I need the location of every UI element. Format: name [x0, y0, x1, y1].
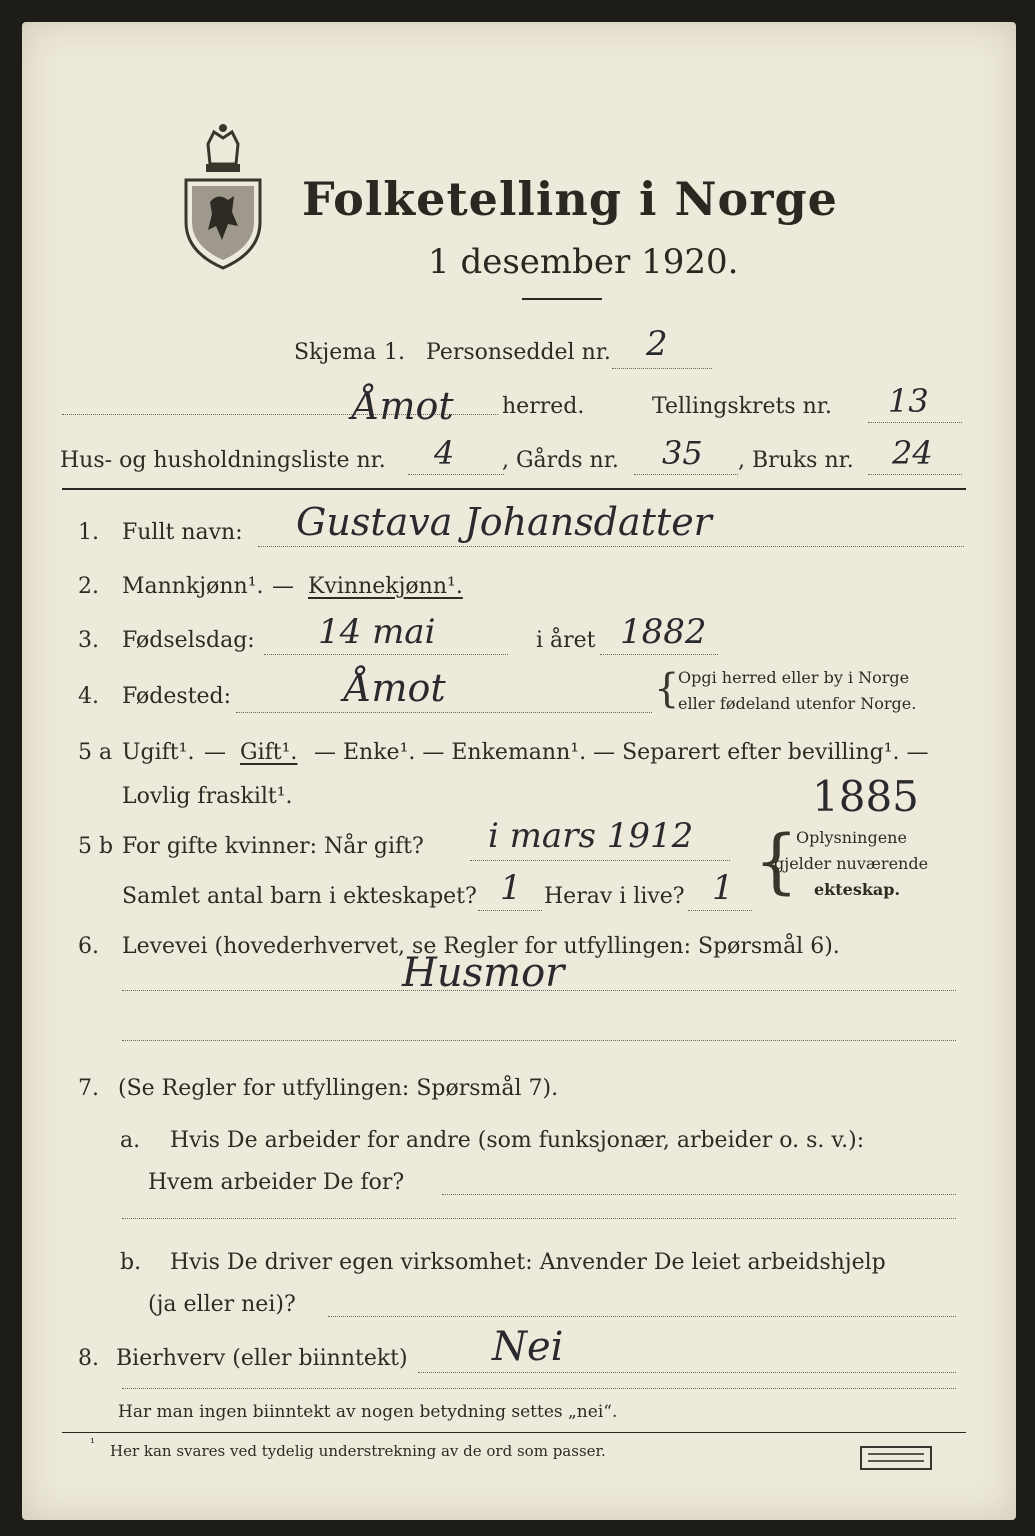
full-name-label: Fullt navn:: [122, 520, 243, 545]
q1-number: 1.: [78, 520, 99, 545]
title-divider: [522, 298, 602, 300]
q5a-number: 5 a: [78, 740, 113, 765]
q3-number: 3.: [78, 628, 99, 653]
marriage-note-3: ekteskap.: [814, 880, 901, 899]
birthplace-value: Åmot: [344, 666, 446, 710]
birthplace-note-1: Opgi herred eller by i Norge: [678, 668, 910, 687]
form-title: Folketelling i Norge: [302, 172, 838, 226]
children-alive-label: Herav i live?: [544, 884, 685, 909]
gender-dash: —: [272, 574, 294, 599]
birthplace-note-2: eller fødeland utenfor Norge.: [678, 694, 917, 713]
bruks-value: 24: [892, 434, 933, 472]
footer-rule: [62, 1432, 966, 1433]
q7b-number: b.: [120, 1250, 142, 1275]
gards-value: 35: [662, 434, 703, 472]
birth-year-label: i året: [536, 628, 596, 653]
gender-female-selected: Kvinnekjønn¹.: [308, 574, 463, 599]
herred-value: Åmot: [352, 384, 454, 428]
q7a-line1: Hvis De arbeider for andre (som funksjonær, arbeider o. s. v.):: [170, 1128, 865, 1153]
footnote-marker: ¹: [90, 1436, 95, 1450]
q4-number: 4.: [78, 684, 99, 709]
personseddel-value: 2: [646, 324, 668, 364]
married-when-label: For gifte kvinner: Når gift?: [122, 834, 424, 859]
status-gift-selected: Gift¹.: [240, 740, 298, 765]
hus-value: 4: [434, 434, 455, 472]
marriage-note-2: gjelder nuværende: [774, 854, 929, 873]
tellingskrets-value: 13: [888, 382, 929, 420]
children-total-value: 1: [500, 868, 522, 908]
bruks-label: , Bruks nr.: [738, 448, 854, 473]
married-when-value: i mars 1912: [488, 816, 694, 856]
children-alive-value: 1: [712, 868, 734, 908]
norwegian-coat-of-arms-icon: [178, 122, 268, 272]
birthplace-label: Fødested:: [122, 684, 232, 709]
footnote-text: Her kan svares ved tydelig understrekning av de ord som passer.: [110, 1442, 606, 1460]
q7b-line1: Hvis De driver egen virksomhet: Anvender De leiet arbeidshjelp: [170, 1250, 886, 1275]
marriage-note-1: Oplysningene: [796, 828, 907, 847]
q7a-number: a.: [120, 1128, 141, 1153]
birthday-value: 14 mai: [318, 612, 436, 652]
birthplace-note-brace: {: [654, 666, 680, 712]
full-name-value: Gustava Johansdatter: [296, 500, 712, 544]
q7-number: 7.: [78, 1076, 99, 1101]
gards-label: , Gårds nr.: [502, 448, 619, 473]
margin-note-year: 1885: [812, 772, 919, 821]
children-total-label: Samlet antal barn i ekteskapet?: [122, 884, 477, 909]
q7a-line2: Hvem arbeider De for?: [148, 1170, 405, 1195]
census-date: 1 desember 1920.: [428, 242, 739, 282]
side-income-value: Nei: [492, 1324, 564, 1370]
tellingskrets-label: Tellingskrets nr.: [652, 394, 832, 419]
personseddel-label: Personseddel nr.: [426, 340, 611, 365]
occupation-label: Levevei (hovederhvervet, se Regler for utfyllingen: Spørsmål 6).: [122, 934, 840, 959]
status-dash: —: [204, 740, 226, 765]
hus-label: Hus- og husholdningsliste nr.: [60, 448, 386, 473]
side-income-label: Bierhverv (eller biinntekt): [116, 1346, 408, 1371]
skjema-label: Skjema: [294, 340, 377, 365]
printer-mark-icon: [860, 1446, 932, 1470]
birthday-label: Fødselsdag:: [122, 628, 255, 653]
q2-number: 2.: [78, 574, 99, 599]
footer-note: Har man ingen biinntekt av nogen betydning settes „nei“.: [118, 1402, 618, 1422]
herred-label: herred.: [502, 394, 585, 419]
occupation-value: Husmor: [402, 950, 565, 996]
gender-male: Mannkjønn¹.: [122, 574, 264, 599]
q7b-line2: (ja eller nei)?: [148, 1292, 296, 1317]
q5b-number: 5 b: [78, 834, 114, 859]
q7-label: (Se Regler for utfyllingen: Spørsmål 7).: [118, 1076, 559, 1101]
status-others: — Enke¹. — Enkemann¹. — Separert efter bevilling¹. —: [314, 740, 929, 765]
q8-number: 8.: [78, 1346, 99, 1371]
census-form-sheet: [22, 22, 1016, 1520]
q6-number: 6.: [78, 934, 99, 959]
marriage-note-brace: {: [754, 820, 799, 902]
birth-year-value: 1882: [620, 612, 707, 652]
skjema-value: 1.: [384, 340, 405, 365]
status-fraskilt: Lovlig fraskilt¹.: [122, 784, 293, 809]
status-ugift: Ugift¹.: [122, 740, 195, 765]
header-rule: [62, 488, 966, 490]
